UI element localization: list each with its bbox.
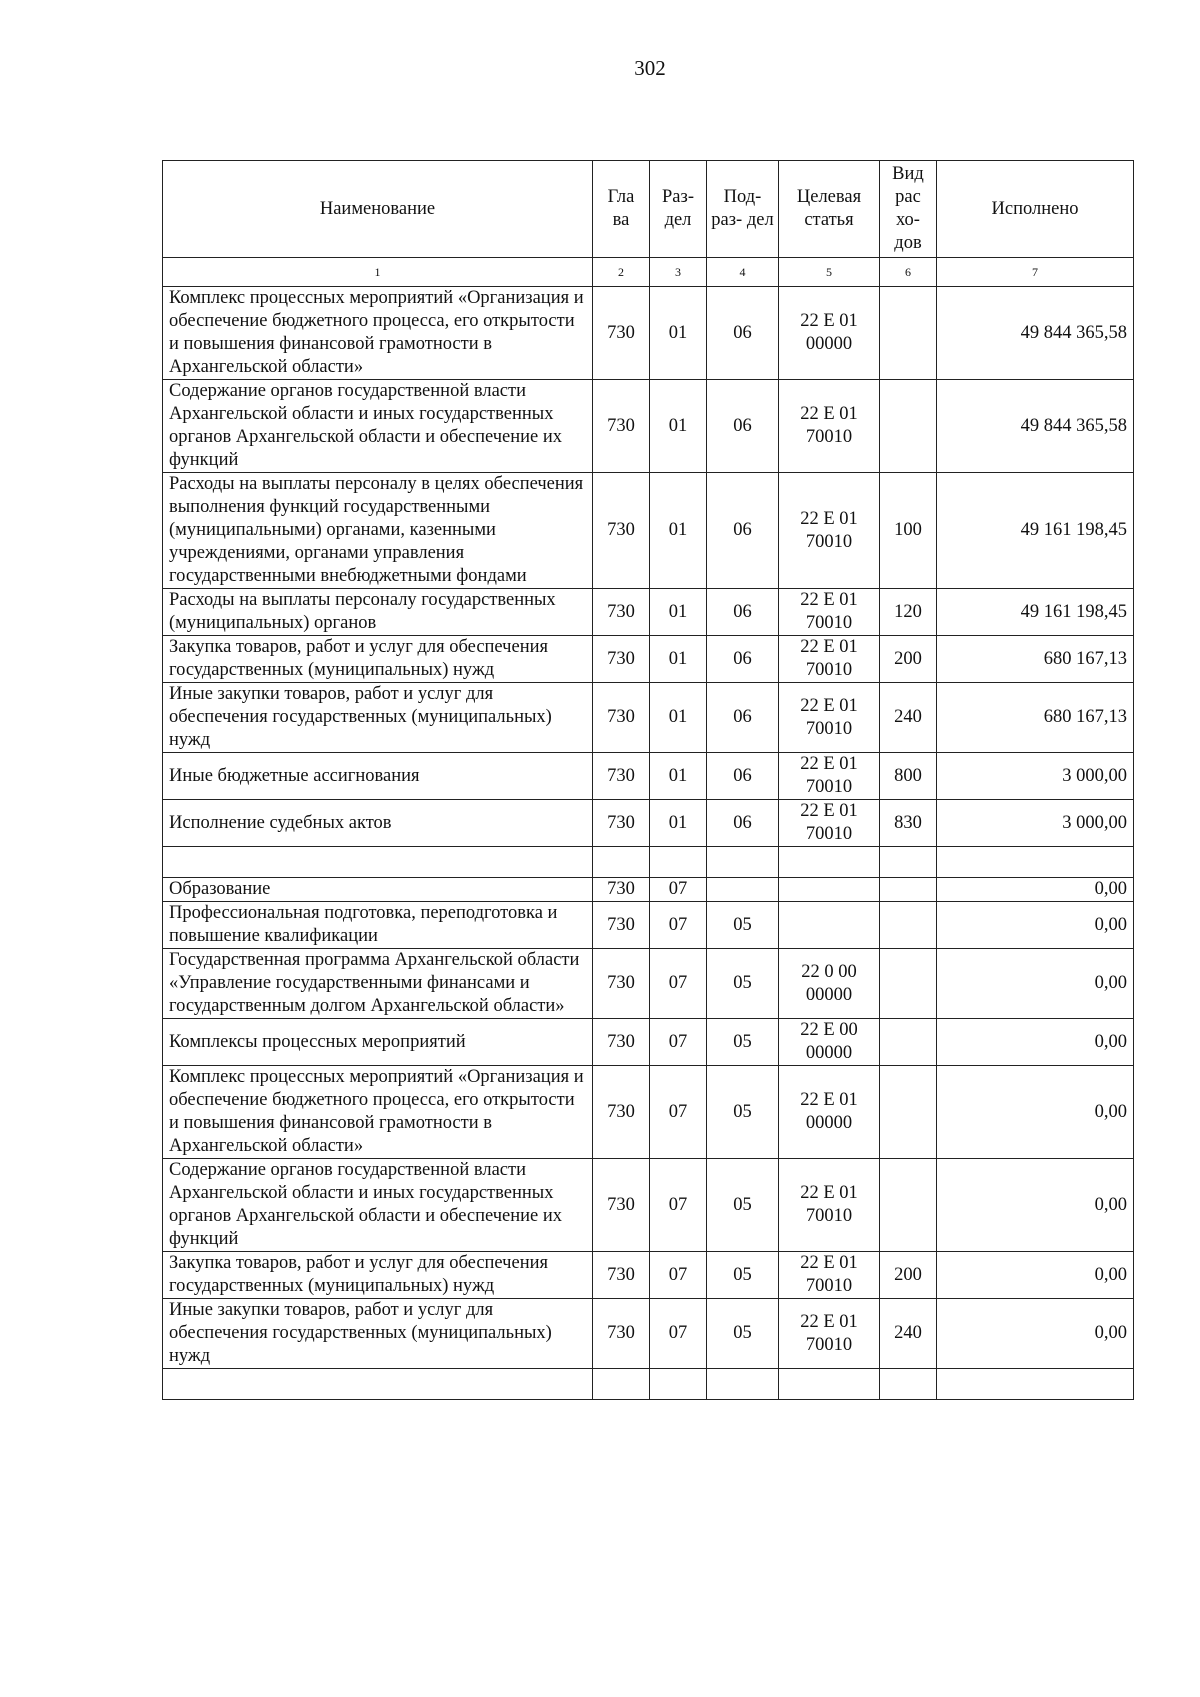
row-amount-cell: 0,00 — [937, 949, 1134, 1019]
row-razdel-cell: 07 — [650, 878, 707, 902]
page-number: 302 — [634, 56, 666, 80]
row-name-cell: Комплексы процессных мероприятий — [163, 1019, 593, 1066]
row-glava-cell — [593, 847, 650, 878]
row-razdel-cell: 01 — [650, 473, 707, 589]
table-row — [163, 1159, 1134, 1252]
table-row — [163, 1369, 1134, 1400]
header-name: Наименование — [163, 161, 593, 258]
row-vid-cell: 200 — [880, 636, 937, 683]
row-name-cell: Содержание органов государственной власти Архангельской области и иных государственных органов Архангельской области и обеспечение их функций — [163, 1159, 593, 1252]
row-vid-cell — [880, 847, 937, 878]
row-name-cell: Государственная программа Архангельской области «Управление государственными финансами и государственным долгом Архангельской области» — [163, 949, 593, 1019]
row-razdel-cell — [650, 847, 707, 878]
row-vid-cell — [880, 1369, 937, 1400]
row-podrazdel-cell: 05 — [707, 1252, 779, 1299]
row-podrazdel-cell: 06 — [707, 683, 779, 753]
row-amount-cell: 0,00 — [937, 902, 1134, 949]
row-glava-cell: 730 — [593, 473, 650, 589]
row-amount-cell: 3 000,00 — [937, 753, 1134, 800]
row-podrazdel-cell: 05 — [707, 1066, 779, 1159]
row-razdel-cell: 07 — [650, 1066, 707, 1159]
column-number: 7 — [937, 258, 1134, 287]
row-glava-cell: 730 — [593, 1066, 650, 1159]
header-podrazdel: Под- раз- дел — [707, 161, 779, 258]
row-podrazdel-cell — [707, 847, 779, 878]
row-glava-cell: 730 — [593, 753, 650, 800]
table-row — [163, 473, 1134, 589]
row-vid-cell — [880, 287, 937, 380]
row-celevaya-cell — [779, 847, 880, 878]
row-glava-cell: 730 — [593, 902, 650, 949]
table-row — [163, 753, 1134, 800]
row-razdel-cell: 01 — [650, 380, 707, 473]
table-row — [163, 287, 1134, 380]
row-celevaya-cell: 22 Е 01 00000 — [779, 1066, 880, 1159]
row-glava-cell: 730 — [593, 636, 650, 683]
row-celevaya-cell: 22 Е 00 00000 — [779, 1019, 880, 1066]
row-celevaya-cell: 22 Е 01 70010 — [779, 683, 880, 753]
row-glava-cell: 730 — [593, 949, 650, 1019]
row-amount-cell: 680 167,13 — [937, 636, 1134, 683]
row-podrazdel-cell: 06 — [707, 636, 779, 683]
row-celevaya-cell: 22 Е 01 70010 — [779, 636, 880, 683]
row-razdel-cell: 07 — [650, 1299, 707, 1369]
row-name-cell: Исполнение судебных актов — [163, 800, 593, 847]
row-name-cell: Закупка товаров, работ и услуг для обеспечения государственных (муниципальных) нужд — [163, 636, 593, 683]
row-glava-cell: 730 — [593, 683, 650, 753]
row-name-cell — [163, 1369, 593, 1400]
column-number: 1 — [163, 258, 593, 287]
table-row — [163, 949, 1134, 1019]
column-number: 6 — [880, 258, 937, 287]
row-glava-cell — [593, 1369, 650, 1400]
row-name-cell: Комплекс процессных мероприятий «Организация и обеспечение бюджетного процесса, его открытости и повышения финансовой грамотности в Архангельской области» — [163, 287, 593, 380]
header-celevaya: Целевая статья — [779, 161, 880, 258]
header-row — [163, 161, 1134, 258]
row-amount-cell: 3 000,00 — [937, 800, 1134, 847]
row-razdel-cell: 01 — [650, 589, 707, 636]
row-name-cell: Иные бюджетные ассигнования — [163, 753, 593, 800]
row-podrazdel-cell: 06 — [707, 287, 779, 380]
row-razdel-cell: 01 — [650, 800, 707, 847]
row-name-cell: Содержание органов государственной власти Архангельской области и иных государственных органов Архангельской области и обеспечение их функций — [163, 380, 593, 473]
row-glava-cell: 730 — [593, 1159, 650, 1252]
row-vid-cell — [880, 1159, 937, 1252]
column-number: 2 — [593, 258, 650, 287]
row-razdel-cell: 01 — [650, 753, 707, 800]
row-podrazdel-cell: 05 — [707, 1299, 779, 1369]
row-celevaya-cell: 22 Е 01 70010 — [779, 473, 880, 589]
row-glava-cell: 730 — [593, 589, 650, 636]
row-vid-cell: 240 — [880, 683, 937, 753]
row-podrazdel-cell: 06 — [707, 589, 779, 636]
row-amount-cell: 49 844 365,58 — [937, 380, 1134, 473]
row-podrazdel-cell: 05 — [707, 1159, 779, 1252]
row-vid-cell — [880, 949, 937, 1019]
row-name-cell: Профессиональная подготовка, переподготовка и повышение квалификации — [163, 902, 593, 949]
row-celevaya-cell — [779, 1369, 880, 1400]
row-amount-cell: 49 844 365,58 — [937, 287, 1134, 380]
table-row — [163, 1252, 1134, 1299]
row-podrazdel-cell — [707, 878, 779, 902]
table-row — [163, 847, 1134, 878]
row-amount-cell: 0,00 — [937, 1252, 1134, 1299]
row-name-cell: Образование — [163, 878, 593, 902]
row-glava-cell: 730 — [593, 1252, 650, 1299]
column-number: 5 — [779, 258, 880, 287]
row-vid-cell: 240 — [880, 1299, 937, 1369]
row-vid-cell — [880, 1066, 937, 1159]
row-podrazdel-cell: 05 — [707, 949, 779, 1019]
table-row — [163, 380, 1134, 473]
row-celevaya-cell: 22 Е 01 70010 — [779, 1252, 880, 1299]
row-name-cell: Иные закупки товаров, работ и услуг для обеспечения государственных (муниципальных) нужд — [163, 1299, 593, 1369]
row-celevaya-cell: 22 Е 01 70010 — [779, 753, 880, 800]
row-amount-cell: 49 161 198,45 — [937, 473, 1134, 589]
header-razdel: Раз- дел — [650, 161, 707, 258]
row-razdel-cell: 01 — [650, 683, 707, 753]
header-ispolneno: Исполнено — [937, 161, 1134, 258]
row-celevaya-cell: 22 Е 01 70010 — [779, 800, 880, 847]
row-glava-cell: 730 — [593, 287, 650, 380]
row-amount-cell: 0,00 — [937, 878, 1134, 902]
table-row — [163, 878, 1134, 902]
budget-table — [162, 160, 1134, 1400]
row-glava-cell: 730 — [593, 1299, 650, 1369]
row-podrazdel-cell: 05 — [707, 902, 779, 949]
row-amount-cell — [937, 1369, 1134, 1400]
row-glava-cell: 730 — [593, 380, 650, 473]
row-celevaya-cell — [779, 878, 880, 902]
row-amount-cell: 49 161 198,45 — [937, 589, 1134, 636]
row-celevaya-cell: 22 Е 01 00000 — [779, 287, 880, 380]
row-podrazdel-cell: 06 — [707, 473, 779, 589]
row-razdel-cell: 01 — [650, 636, 707, 683]
row-celevaya-cell: 22 Е 01 70010 — [779, 380, 880, 473]
row-amount-cell: 680 167,13 — [937, 683, 1134, 753]
row-vid-cell — [880, 380, 937, 473]
row-vid-cell: 200 — [880, 1252, 937, 1299]
row-name-cell: Расходы на выплаты персоналу государственных (муниципальных) органов — [163, 589, 593, 636]
row-razdel-cell — [650, 1369, 707, 1400]
column-number: 4 — [707, 258, 779, 287]
row-vid-cell: 800 — [880, 753, 937, 800]
row-glava-cell: 730 — [593, 800, 650, 847]
row-razdel-cell: 01 — [650, 287, 707, 380]
header-glava: Гла ва — [593, 161, 650, 258]
row-celevaya-cell — [779, 902, 880, 949]
row-celevaya-cell: 22 0 00 00000 — [779, 949, 880, 1019]
row-amount-cell — [937, 847, 1134, 878]
row-vid-cell: 120 — [880, 589, 937, 636]
table-row — [163, 683, 1134, 753]
row-celevaya-cell: 22 Е 01 70010 — [779, 1159, 880, 1252]
table-row — [163, 800, 1134, 847]
row-glava-cell: 730 — [593, 878, 650, 902]
row-vid-cell — [880, 878, 937, 902]
row-name-cell — [163, 847, 593, 878]
row-name-cell: Иные закупки товаров, работ и услуг для обеспечения государственных (муниципальных) нужд — [163, 683, 593, 753]
row-razdel-cell: 07 — [650, 1159, 707, 1252]
table-row — [163, 1019, 1134, 1066]
row-podrazdel-cell: 05 — [707, 1019, 779, 1066]
row-celevaya-cell: 22 Е 01 70010 — [779, 1299, 880, 1369]
row-glava-cell: 730 — [593, 1019, 650, 1066]
column-number: 3 — [650, 258, 707, 287]
row-name-cell: Комплекс процессных мероприятий «Организация и обеспечение бюджетного процесса, его открытости и повышения финансовой грамотности в Архангельской области» — [163, 1066, 593, 1159]
table-row — [163, 636, 1134, 683]
row-vid-cell — [880, 1019, 937, 1066]
table-row — [163, 589, 1134, 636]
row-amount-cell: 0,00 — [937, 1019, 1134, 1066]
table-row — [163, 902, 1134, 949]
row-razdel-cell: 07 — [650, 902, 707, 949]
header-vid: Вид рас хо- дов — [880, 161, 937, 258]
row-podrazdel-cell: 06 — [707, 800, 779, 847]
row-razdel-cell: 07 — [650, 1252, 707, 1299]
table-row — [163, 1299, 1134, 1369]
row-podrazdel-cell: 06 — [707, 753, 779, 800]
row-razdel-cell: 07 — [650, 949, 707, 1019]
row-name-cell: Закупка товаров, работ и услуг для обеспечения государственных (муниципальных) нужд — [163, 1252, 593, 1299]
row-name-cell: Расходы на выплаты персоналу в целях обеспечения выполнения функций государственными (муниципальными) органами, казенными учреждениями, органами управления государственными внебюджетными фондами — [163, 473, 593, 589]
row-podrazdel-cell: 06 — [707, 380, 779, 473]
row-celevaya-cell: 22 Е 01 70010 — [779, 589, 880, 636]
table-body — [163, 287, 1134, 1400]
row-amount-cell: 0,00 — [937, 1066, 1134, 1159]
row-razdel-cell: 07 — [650, 1019, 707, 1066]
row-amount-cell: 0,00 — [937, 1159, 1134, 1252]
row-amount-cell: 0,00 — [937, 1299, 1134, 1369]
table-row — [163, 1066, 1134, 1159]
row-vid-cell: 100 — [880, 473, 937, 589]
column-number-row — [163, 258, 1134, 287]
row-podrazdel-cell — [707, 1369, 779, 1400]
row-vid-cell: 830 — [880, 800, 937, 847]
row-vid-cell — [880, 902, 937, 949]
